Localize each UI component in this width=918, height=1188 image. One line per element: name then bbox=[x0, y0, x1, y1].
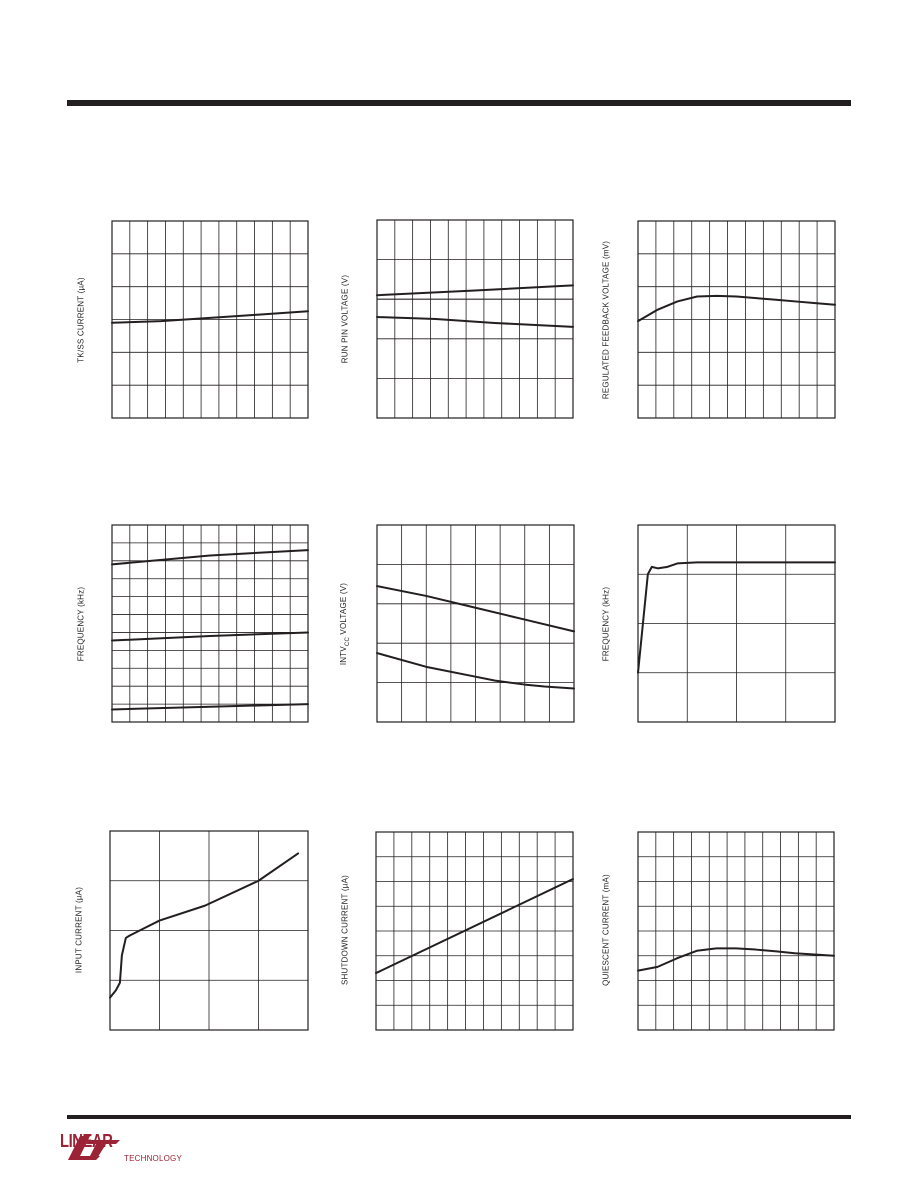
chart-regulated-feedback-voltage bbox=[638, 221, 835, 418]
series-line-1 bbox=[377, 285, 573, 295]
y-axis-label: RUN PIN VOLTAGE (V) bbox=[340, 274, 350, 364]
y-axis-label: INPUT CURRENT (µA) bbox=[74, 886, 84, 974]
series-line-3 bbox=[112, 704, 308, 709]
logo-word: LINEAR bbox=[60, 1131, 113, 1151]
chart-shutdown-current bbox=[376, 832, 573, 1030]
series-line-1 bbox=[638, 948, 834, 970]
chart-frequency-1 bbox=[112, 525, 308, 722]
y-axis-label: FREQUENCY (kHz) bbox=[601, 586, 611, 662]
chart-input-current bbox=[110, 831, 308, 1030]
chart-tkss-current bbox=[112, 221, 308, 418]
logo-sub: TECHNOLOGY bbox=[124, 1154, 183, 1163]
y-axis-label: QUIESCENT CURRENT (mA) bbox=[601, 874, 611, 986]
y-axis-label: SHUTDOWN CURRENT (µA) bbox=[340, 875, 350, 985]
y-axis-label: $INTV_{CC}$ VOLTAGE (V) bbox=[339, 582, 351, 666]
series-line-1 bbox=[112, 311, 308, 322]
chart-run-pin-voltage bbox=[377, 220, 573, 418]
chart-intvcc-voltage bbox=[377, 525, 574, 722]
series-line-2 bbox=[377, 317, 573, 327]
chart-quiescent-current bbox=[638, 832, 834, 1030]
series-line-1 bbox=[638, 296, 835, 321]
footer-rule bbox=[67, 1115, 851, 1119]
series-line-1 bbox=[112, 550, 308, 564]
header-rule bbox=[67, 100, 851, 106]
series-line-2 bbox=[112, 632, 308, 640]
series-line-1 bbox=[110, 853, 298, 997]
series-line-1 bbox=[376, 879, 573, 973]
y-axis-label: TK/SS CURRENT (µA) bbox=[76, 277, 86, 363]
y-axis-label: FREQUENCY (kHz) bbox=[76, 586, 86, 662]
chart-frequency-2 bbox=[638, 525, 835, 722]
y-axis-label: REGULATED FEEDBACK VOLTAGE (mV) bbox=[601, 240, 611, 400]
